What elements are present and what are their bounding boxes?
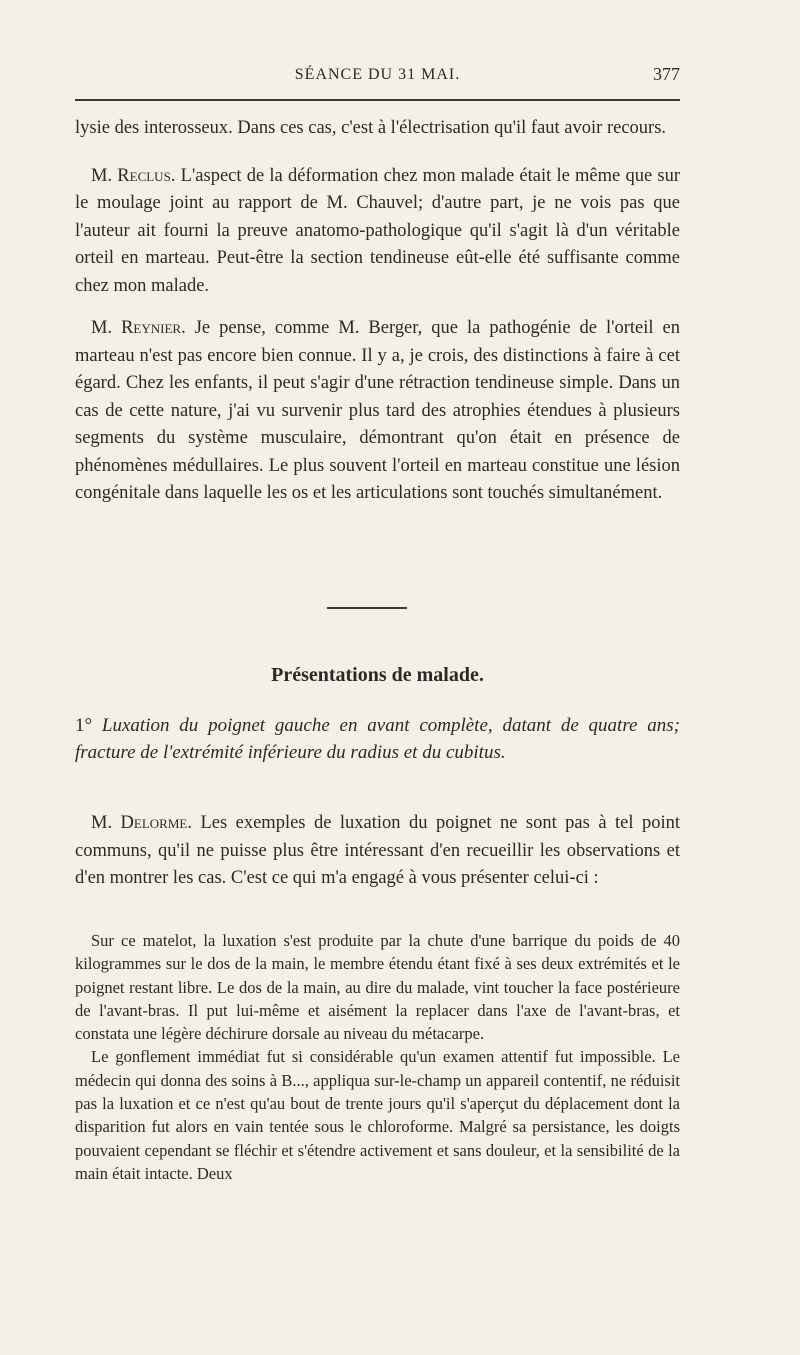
- top-text-block: [75, 115, 680, 508]
- case-report-paragraph-1: Sur ce matelot, la luxation s'est produite par la chute d'une barrique du poids de 40 kilogrammes sur le dos de la main, le membre étendu étant fixé à ses deux extrémités et le poignet restant libre. Le dos de la main, au dire du malade, vint toucher la face postérieure de l'avant-bras. Il put lui-même et aisément la replacer dans l'axe de l'avant-bras, et constata une légère déchirure dorsale au niveau du métacarpe.: [75, 931, 680, 1044]
- header-rule: [75, 99, 680, 101]
- paragraph-delorme: [75, 810, 680, 893]
- running-title: SÉANCE DU 31 MAI.: [294, 66, 461, 83]
- page-number: 377: [653, 64, 680, 84]
- speaker-reynier: M. Reynier.: [91, 318, 186, 338]
- case-heading: [75, 712, 680, 766]
- section-divider: [327, 607, 407, 609]
- case-number: 1°: [75, 715, 93, 736]
- case-heading-text: Luxation du poignet gauche en avant complète, datant de quatre ans; fracture de l'extrémité inférieure du radius et du cubitus.: [75, 715, 680, 763]
- paragraph-reclus: [75, 163, 680, 301]
- speaker-reclus: M. Reclus.: [91, 165, 176, 186]
- delorme-block: [75, 810, 680, 893]
- paragraph-continuation: lysie des interosseux. Dans ces cas, c'est à l'électrisation qu'il faut avoir recours.: [75, 118, 667, 138]
- speaker-delorme: M. Delorme.: [91, 813, 192, 833]
- delorme-text: Les exemples de luxation du poignet ne sont pas à tel point communs, qu'il ne puisse plus être intéressant d'en recueillir les observations et d'en montrer les cas. C'est ce qui m'a engagé à vous présenter celui-ci :: [75, 813, 680, 888]
- reclus-text: L'aspect de la déformation chez mon malade était le même que sur le moulage joint au rapport de M. Chauvel; d'autre part, je ne vois pas que l'auteur ait fourni la preuve anatomo-pathologique qu'il s'agit là d'un véritable orteil en marteau. Peut-être la section tendineuse eût-elle été suffisante comme chez mon malade.: [75, 165, 680, 296]
- running-head: [75, 60, 680, 90]
- case-report-paragraph-2: Le gonflement immédiat fut si considérable qu'un examen attentif fut impossible. Le médecin qui donna des soins à B..., appliqua sur-le-champ un appareil contentif, ne réduisit pas la luxation et ce n'est qu'au bout de trente jours qu'il s'aperçut du déplacement dont la disparition fut alors en vain tentée sous le chloroforme. Malgré sa persistance, les doigts pouvaient cependant se fléchir et s'étendre activement et sans douleur, et la sensibilité de la main était intacte. Deux: [75, 1047, 680, 1183]
- case-report: [75, 929, 680, 1185]
- section-title: Présentations de malade.: [271, 664, 484, 686]
- reynier-text: Je pense, comme M. Berger, que la pathogénie de l'orteil en marteau n'est pas encore bien connue. Il y a, je crois, des distinctions à faire à cet égard. Chez les enfants, il peut s'agir d'une rétraction tendineuse simple. Dans un cas de cette nature, j'ai vu survenir plus tard des atrophies étendues à plusieurs segments du système musculaire, démontrant qu'on était en présence de phénomènes médullaires. Le plus souvent l'orteil en marteau constitue une lésion congénitale dans laquelle les os et les articulations sont touchés simultanément.: [75, 318, 680, 503]
- paragraph-reynier: [75, 315, 680, 508]
